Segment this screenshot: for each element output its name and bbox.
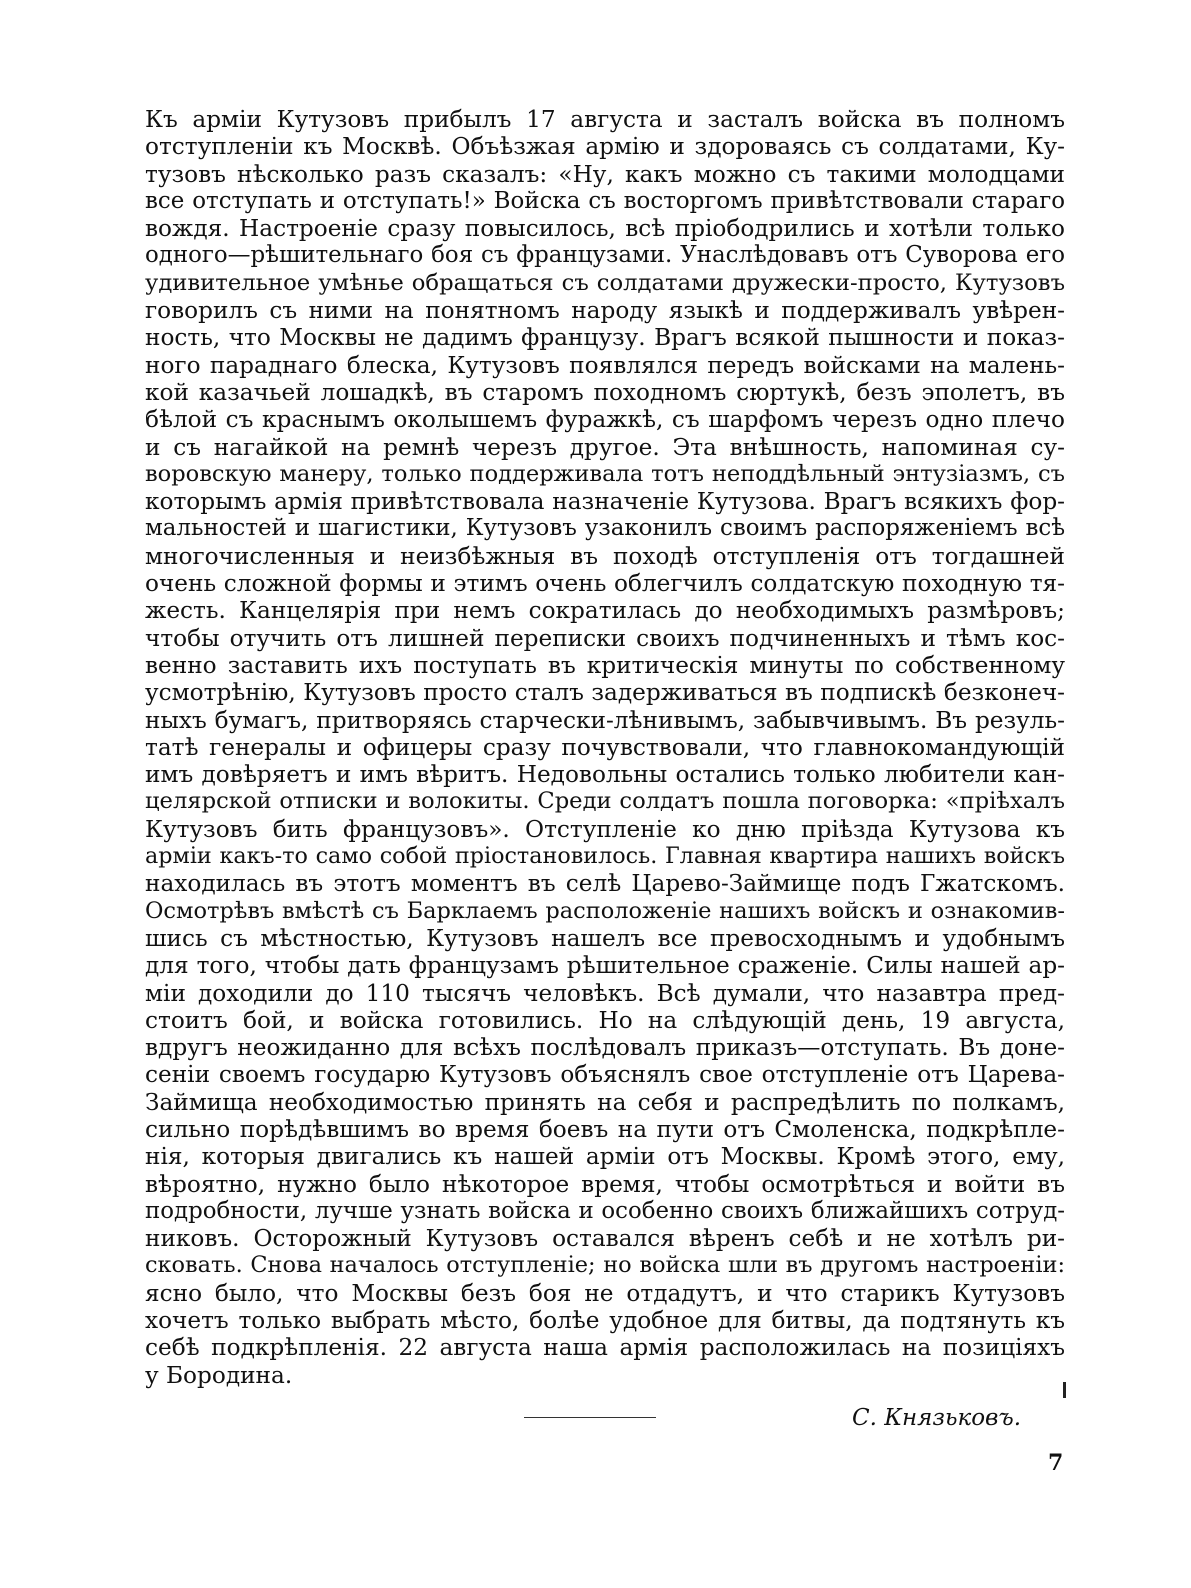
- text-line: вождя. Настроеніе сразу повысилось, всѣ пріободрились и хотѣли только: [145, 215, 1065, 243]
- text-line: сеніи своемъ государю Кутузовъ объяснялъ свое отступленіе отъ Царева-: [145, 1061, 1065, 1089]
- text-line: ность, что Москвы не дадимъ французу. Врагъ всякой пышности и показ-: [145, 324, 1065, 352]
- text-line: ныхъ бумагъ, притворяясь старчески-лѣнивымъ, забывчивымъ. Въ резуль-: [145, 706, 1065, 734]
- text-line: стоитъ бой, и войска готовились. Но на слѣдующій день, 19 августа,: [145, 1006, 1065, 1034]
- text-line: себѣ подкрѣпленія. 22 августа наша армія расположилась на позиціяхъ: [145, 1334, 1065, 1362]
- text-line: для того, чтобы дать французамъ рѣшительное сраженіе. Силы нашей ар-: [145, 952, 1065, 980]
- text-line: Осмотрѣвъ вмѣстѣ съ Барклаемъ расположеніе нашихъ войскъ и ознакомив-: [145, 897, 1065, 924]
- text-line: Кутузовъ бить французовъ». Отступленіе ко дню пріѣзда Кутузова къ: [145, 815, 1065, 843]
- text-line: арміи какъ-то само собой пріостановилось. Главная квартира нашихъ войскъ: [145, 843, 1065, 870]
- text-line: усмотрѣнію, Кутузовъ просто сталъ задерживаться въ подпискѣ безконеч-: [145, 679, 1065, 707]
- text-line: нія, которыя двигались къ нашей арміи отъ Москвы. Кромѣ этого, ему,: [145, 1143, 1065, 1171]
- text-line: мальностей и шагистики, Кутузовъ узаконилъ своимъ распоряженіемъ всѣ: [145, 515, 1065, 542]
- text-line: никовъ. Осторожный Кутузовъ оставался вѣренъ себѣ и не хотѣлъ ри-: [145, 1225, 1065, 1253]
- text-line: у Бородина.: [145, 1361, 293, 1389]
- text-line: ясно было, что Москвы безъ боя не отдадутъ, и что старикъ Кутузовъ: [145, 1279, 1065, 1307]
- text-line: находилась въ этотъ моментъ въ селѣ Царево-Займище подъ Гжатскомъ.: [145, 870, 1065, 898]
- page-number: 7: [1048, 1450, 1064, 1476]
- text-line: кой казачьей лошадкѣ, въ старомъ походномъ сюртукѣ, безъ эполетъ, въ: [145, 378, 1065, 406]
- article-body: [145, 106, 1065, 1389]
- text-line: одного—рѣшительнаго боя съ французами. Унаслѣдовавъ отъ Суворова его: [145, 242, 1065, 269]
- text-line: вдругъ неожиданно для всѣхъ послѣдовалъ приказъ—отступать. Въ доне-: [145, 1034, 1065, 1062]
- text-line: сильно порѣдѣвшимъ во время боевъ на пути отъ Смоленска, подкрѣпле-: [145, 1115, 1065, 1143]
- text-line: которымъ армія привѣтствовала назначеніе Кутузова. Врагъ всякихъ фор-: [145, 488, 1065, 516]
- text-line: многочисленныя и неизбѣжныя въ походѣ отступленія отъ тогдашней: [145, 542, 1065, 570]
- scan-mark: [1063, 1382, 1066, 1398]
- text-line: чтобы отучить отъ лишней переписки своихъ подчиненныхъ и тѣмъ кос-: [145, 624, 1065, 652]
- text-line: ного параднаго блеска, Кутузовъ появлялся передъ войсками на малень-: [145, 351, 1065, 379]
- text-line: венно заставить ихъ поступать въ критическія минуты по собственному: [145, 651, 1065, 679]
- text-line: имъ довѣряетъ и имъ вѣритъ. Недовольны остались только любители кан-: [145, 761, 1065, 789]
- author-signature: С. Князьковъ.: [852, 1405, 1022, 1431]
- text-line: бѣлой съ краснымъ околышемъ фуражкѣ, съ шарфомъ черезъ одно плечо: [145, 406, 1065, 434]
- text-line: вѣроятно, нужно было нѣкоторое время, чтобы осмотрѣться и войти въ: [145, 1170, 1065, 1198]
- text-line: все отступать и отступать!» Войска съ восторгомъ привѣтствовали стараго: [145, 187, 1065, 214]
- text-line: отступленіи къ Москвѣ. Объѣзжая армію и здороваясь съ солдатами, Ку-: [145, 133, 1065, 161]
- section-divider: [524, 1417, 656, 1418]
- text-line: Займища необходимостью принять на себя и распредѣлить по полкамъ,: [145, 1088, 1065, 1116]
- text-line: міи доходили до 110 тысячъ человѣкъ. Всѣ думали, что назавтра пред-: [145, 979, 1065, 1007]
- text-line: жесть. Канцелярія при немъ сократилась до необходимыхъ размѣровъ;: [145, 597, 1065, 625]
- text-line: очень сложной формы и этимъ очень облегчилъ солдатскую походную тя-: [145, 570, 1065, 598]
- text-line: татѣ генералы и офицеры сразу почувствовали, что главнокомандующій: [145, 733, 1065, 761]
- text-line: воровскую манеру, только поддерживала тотъ неподдѣльный энтузіазмъ, съ: [145, 460, 1065, 487]
- text-line: хочетъ только выбрать мѣсто, болѣе удобное для битвы, да подтянуть къ: [145, 1307, 1065, 1335]
- text-line: Къ арміи Кутузовъ прибылъ 17 августа и засталъ войска въ полномъ: [145, 106, 1065, 133]
- text-line: тузовъ нѣсколько разъ сказалъ: «Ну, какъ можно съ такими молодцами: [145, 160, 1065, 188]
- text-line: и съ нагайкой на ремнѣ черезъ другое. Эта внѣшность, напоминая су-: [145, 433, 1065, 461]
- text-line: подробности, лучше узнать войска и особенно своихъ ближайшихъ сотруд-: [145, 1197, 1065, 1224]
- text-line: шись съ мѣстностью, Кутузовъ нашелъ все превосходнымъ и удобнымъ: [145, 924, 1065, 952]
- text-line: говорилъ съ ними на понятномъ народу языкѣ и поддерживалъ увѣрен-: [145, 297, 1065, 325]
- text-line: сковать. Снова началось отступленіе; но войска шли въ другомъ настроеніи:: [145, 1252, 1065, 1279]
- text-line: целярской отписки и волокиты. Среди солдатъ пошла поговорка: «пріѣхалъ: [145, 788, 1065, 815]
- text-line: удивительное умѣнье обращаться съ солдатами дружески-просто, Кутузовъ: [145, 269, 1065, 296]
